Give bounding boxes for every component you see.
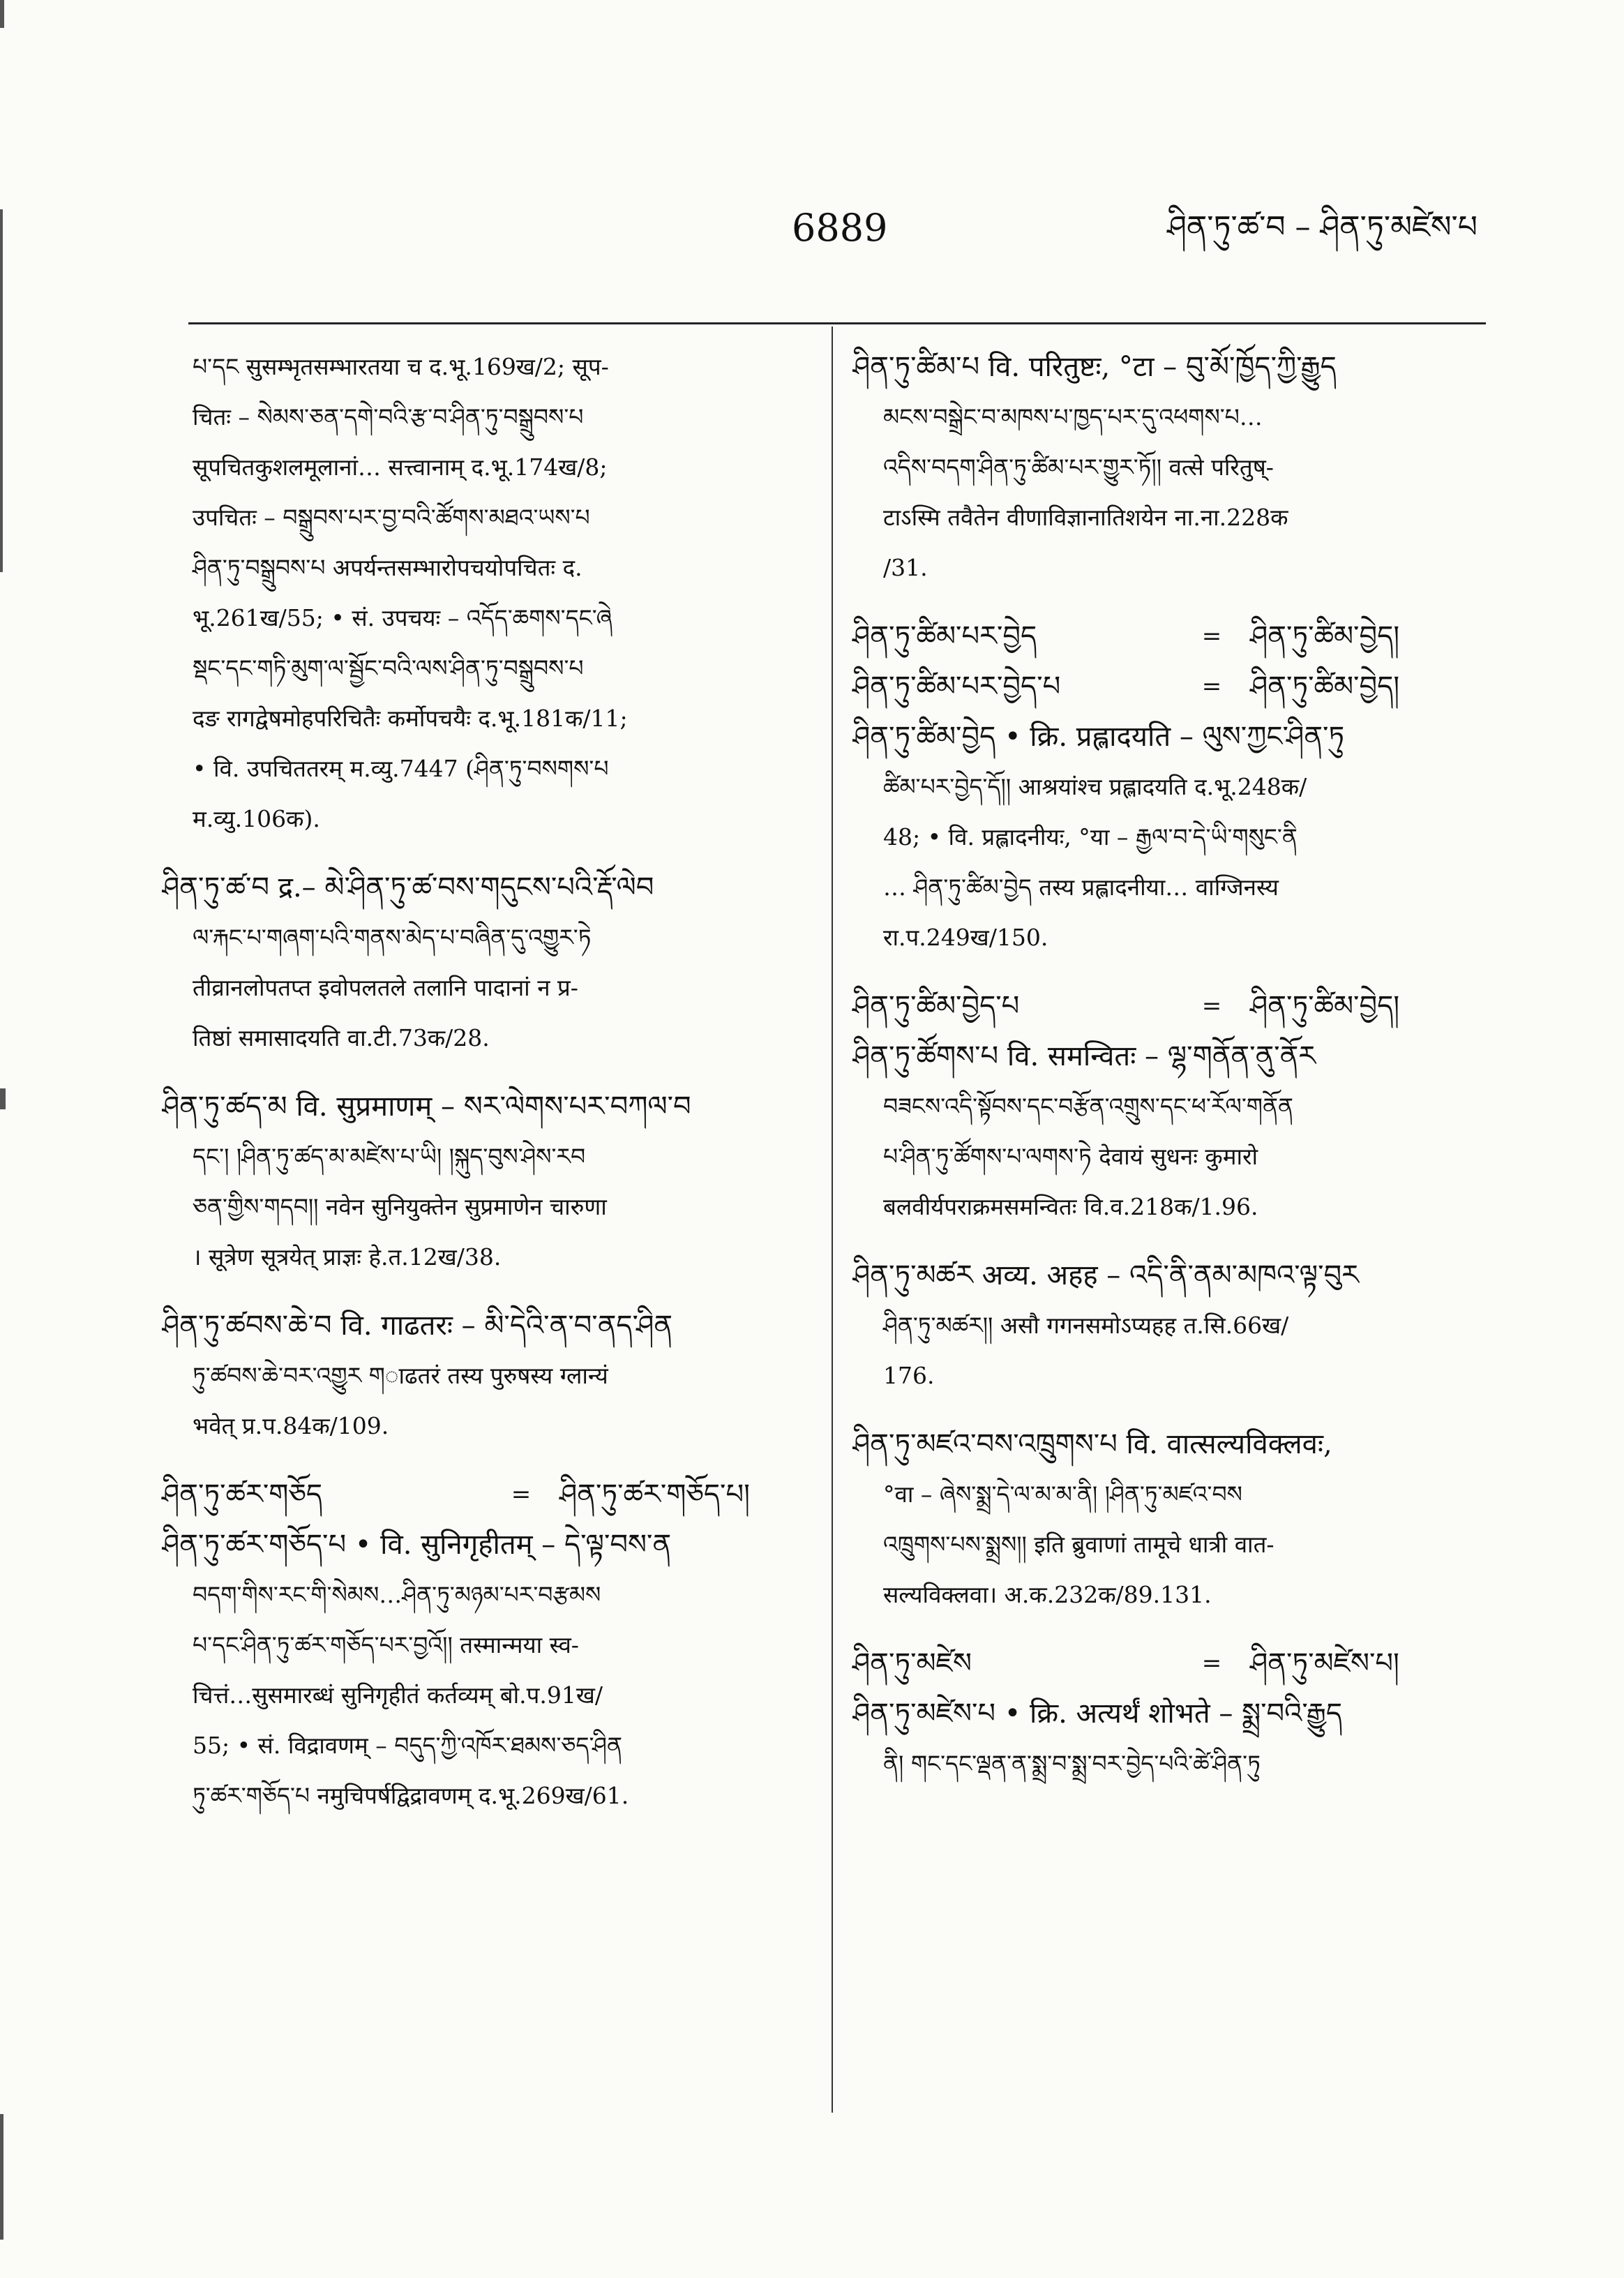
xref-equals: = [1201, 622, 1222, 650]
entry-line: तिष्ठां समासादयति वा.टी.73क/28. [193, 1024, 490, 1051]
entry-line: པ་དང་ཤིན་ཏུ་ཚར་གཅོད་པར་བྱའོ།། तस्मान्मया स्व- [193, 1631, 579, 1658]
column-divider [832, 327, 833, 2113]
entry-line: /31. [883, 554, 928, 581]
entry-line: । सूत्रेण सूत्रयेत् प्राज्ञः हे.त.12ख/38. [193, 1243, 502, 1271]
cross-reference-entry [852, 1638, 1473, 1688]
entry-headword-line: ཤིན་ཏུ་ཚད་མ वि. सुप्रमाणम् – སར་ལེགས་པར་བཀལ་བ [162, 1091, 691, 1123]
entry-line: 48; • वि. प्रह्लादनीयः, °या – རྒྱལ་བ་དེ་ཡི་གསུང་ནི [883, 823, 1298, 850]
xref-target: ཤིན་ཏུ་ཚིམ་བྱེད། [1250, 990, 1400, 1022]
entry-line: 176. [883, 1362, 935, 1389]
cross-reference-entry [852, 661, 1473, 712]
dictionary-entry [852, 1250, 1473, 1401]
entry-line: ལ་རྐང་པ་གཞག་པའི་གནས་མེད་པ་བཞིན་དུ་འགྱུར་ཏེ [193, 924, 592, 951]
running-head: ཤིན་ཏུ་ཚ་བ – ཤིན་ཏུ་མཛེས་པ [1167, 209, 1478, 245]
entry-line: འདིས་བདག་ཤིན་ཏུ་ཚིམ་པར་གྱུར་ཏོ།། वत्से परितुष्- [883, 454, 1274, 481]
entry-headword-line: ཤིན་ཏུ་ཚིམ་བྱེད • क्रि. प्रह्लादयति – ལུས་ཀྱང་ཤིན་ཏུ [852, 721, 1345, 753]
xref-equals: = [1201, 1649, 1222, 1677]
right-column [852, 342, 1473, 1807]
xref-target: ཤིན་ཏུ་ཚིམ་བྱེད། [1250, 670, 1400, 703]
xref-equals: = [1201, 673, 1222, 700]
cross-reference-entry [852, 611, 1473, 661]
entry-line: ཤིན་ཏུ་མཚར།། असौ गगनसमोऽप्यहह त.सि.66ख/ [883, 1312, 1289, 1339]
dictionary-entry [852, 712, 1473, 963]
dictionary-entry [162, 862, 790, 1063]
entry-line: ཚིམ་པར་བྱེད་དོ།། आश्रयांश्च प्रह्लादयति द.भू.248क/ [883, 773, 1307, 800]
dictionary-entry [852, 1419, 1473, 1620]
xref-headword: ཤིན་ཏུ་ཚིམ་བྱེད་པ [852, 990, 1020, 1022]
dictionary-entry [852, 342, 1473, 593]
entry-line: उपचितः – བསྒྲུབས་པར་བྱ་བའི་ཚོགས་མཐའ་ཡས་པ [193, 504, 590, 531]
entry-line: सल्यविक्लवा। अ.क.232क/89.131. [883, 1581, 1212, 1608]
entry-line: ཏུ་ཚར་གཅོད་པ नमुचिपर्षद्विद्रावणम् द.भू.269ख/61. [193, 1782, 629, 1809]
header-rule [188, 322, 1486, 324]
entry-line: टाऽस्मि तवैतेन वीणाविज्ञानातिशयेन ना.ना.228क [883, 504, 1288, 531]
xref-target: ཤིན་ཏུ་ཚར་གཅོད་པ། [559, 1478, 750, 1511]
entry-line: བཟངས་འདི་སྟོབས་དང་བརྩོན་འགྲུས་དང་ཕ་རོལ་གནོན [883, 1093, 1294, 1120]
entry-line: रा.प.249ख/150. [883, 924, 1048, 951]
entry-headword-line: ཤིན་ཏུ་མཚར अव्य. अहह – འདི་ནི་ནམ་མཁའ་ལྟ་བུར [852, 1259, 1360, 1291]
entry-line: भू.261ख/55; • सं. उपचयः – འདོད་ཆགས་དང་ཞེ [193, 604, 612, 631]
entry-line: བདག་གིས་རང་གི་སེམས…ཤིན་ཏུ་མཉམ་པར་བརྩམས [193, 1581, 601, 1608]
page-number: 6889 [792, 206, 888, 250]
entry-line: भवेत् प्र.प.84क/109. [193, 1412, 389, 1439]
entry-line: ཏུ་ཚབས་ཆེ་བར་འགྱུར གाढतरं तस्य पुरुषस्य ग्लान्यं [193, 1362, 608, 1389]
entry-headword-line: ཤིན་ཏུ་མཛའ་བས་འཁྲུགས་པ वि. वात्सल्यविक्लवः, [852, 1428, 1332, 1460]
left-column [162, 342, 790, 1839]
entry-line: པ་ཤིན་ཏུ་ཚོགས་པ་ལགས་ཏེ देवायं सुधनः कुमारो [883, 1143, 1258, 1170]
cross-reference-entry [852, 981, 1473, 1031]
dictionary-entry [162, 1520, 790, 1821]
dictionary-entry [852, 1688, 1473, 1789]
entry-line: … ཤིན་ཏུ་ཚིམ་བྱེད तस्य प्रह्लादनीया… वाग्जिनस्य [883, 874, 1279, 901]
continued-entry [162, 342, 790, 844]
dictionary-entry [162, 1301, 790, 1451]
entry-line: °वा – ཞེས་སྨྲ་དེ་ལ་མ་མ་ནི། །ཤིན་ཏུ་མཛའ་བས [883, 1481, 1242, 1508]
dictionary-entry [852, 1031, 1473, 1232]
entry-line: म.व्यु.106क). [193, 805, 320, 832]
entry-headword-line: ཤིན་ཏུ་ཚར་གཅོད་པ • वि. सुनिगृहीतम् – དེ་ལྟ་བས་ན [162, 1529, 672, 1561]
entry-line: པ་དང सुसम्भृतसम्भारतया च द.भू.169ख/2; सूप- [193, 353, 609, 380]
xref-headword: ཤིན་ཏུ་ཚིམ་པར་བྱེད [852, 620, 1037, 652]
entry-headword-line: ཤིན་ཏུ་ཚོགས་པ वि. समन्वितः – ལྷ་གནོན་ནུ་ནོར [852, 1040, 1316, 1072]
entry-line: མངས་བསྒྲེང་བ་མཁས་པ་ཁྱད་པར་དུ་འཕགས་པ… [883, 403, 1263, 430]
entry-line: འཁྲུགས་པས་སྨྲས།། इति ब्रुवाणां तामूचे धात्री वात- [883, 1531, 1275, 1558]
dictionary-entry [162, 1081, 790, 1282]
entry-line: दङ रागद्वेषमोहपरिचितैः कर्मोपचयैः द.भू.181क/11; [193, 705, 628, 732]
xref-headword: ཤིན་ཏུ་ཚར་གཅོད [162, 1478, 323, 1511]
entry-headword-line: ཤིན་ཏུ་ཚིམ་པ वि. परितुष्टः, °टा – བུ་མོ་ཁྱོད་ཀྱི་རྒྱུད [852, 351, 1337, 383]
xref-headword: ཤིན་ཏུ་ཚིམ་པར་བྱེད་པ [852, 670, 1061, 703]
entry-headword-line: ཤིན་ཏུ་ཚབས་ཆེ་བ वि. गाढतरः – མི་དེའི་ན་བ་ནད་ཤིན [162, 1310, 673, 1342]
cross-reference-entry [162, 1469, 790, 1520]
entry-line: དང་། །ཤིན་ཏུ་ཚད་མ་མཛེས་པ་ཡི། །སྐུད་བུས་ཤེས་རབ [193, 1143, 586, 1170]
entry-line: बलवीर्यपराक्रमसमन्वितः वि.व.218क/1.96. [883, 1193, 1258, 1220]
entry-line: ནི། གང་དང་ལྡན་ན་སྨྲ་བ་སྨྲ་བར་བྱེད་པའི་ཚེ་ཤིན་ཏུ [883, 1750, 1261, 1777]
entry-line: तीव्रानलोपतप्त इवोपलतले तलानि पादानां न प्र- [193, 974, 578, 1001]
entry-line: • वि. उपचिततरम् म.व्यु.7447 (ཤིན་ཏུ་བསགས་པ [193, 755, 609, 782]
entry-headword-line: ཤིན་ཏུ་མཛེས་པ • क्रि. अत्यर्थं शोभते – སྨྲ་བའི་རྒྱུད [852, 1698, 1343, 1730]
entry-line: སྡང་དང་གཏི་མུག་ལ་སྦྱོང་བའི་ལས་ཤིན་ཏུ་བསྒྲུབས་པ [193, 654, 584, 682]
entry-line: सूपचितकुशलमूलानां… सत्त्वानाम् द.भू.174ख/8; [193, 454, 608, 481]
xref-target: ཤིན་ཏུ་ཚིམ་བྱེད། [1250, 620, 1400, 652]
entry-line: चितः – སེམས་ཅན་དགེ་བའི་རྩ་བ་ཤིན་ཏུ་བསྒྲུབས་པ [193, 403, 584, 430]
xref-equals: = [1201, 992, 1222, 1020]
entry-line: 55; • सं. विद्रावणम् – བདུད་ཀྱི་འཁོར་ཐམས་ཅད་ཤིན [193, 1732, 622, 1759]
entry-headword-line: ཤིན་ཏུ་ཚ་བ द्र.– མེ་ཤིན་ཏུ་ཚ་བས་གདུངས་པའི་རྡོ་ལེབ [162, 871, 654, 904]
xref-equals: = [511, 1481, 532, 1508]
entry-line: ཤིན་ཏུ་བསྒྲུབས་པ अपर्यन्तसम्भारोपचयोपचितः द. [193, 554, 582, 581]
xref-target: ཤིན་ཏུ་མཛེས་པ། [1250, 1647, 1399, 1679]
entry-line: ཅན་གྱིས་གདབ།། नवेन सुनियुक्तेन सुप्रमाणेन चारुणा [193, 1193, 607, 1220]
xref-headword: ཤིན་ཏུ་མཛེས [852, 1647, 972, 1679]
entry-line: चित्तं…सुसमारब्धं सुनिगृहीतं कर्तव्यम् बो.प.91ख/ [193, 1681, 603, 1709]
